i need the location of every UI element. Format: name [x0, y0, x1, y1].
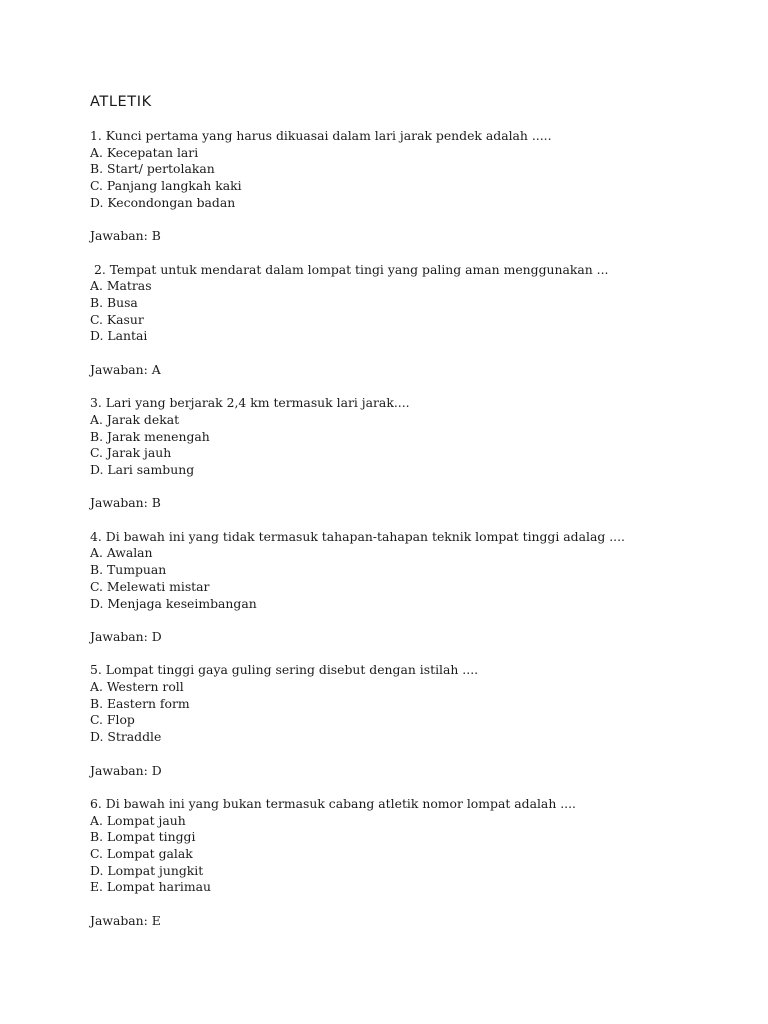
- option-b: B. Busa: [90, 295, 138, 310]
- option-e: E. Lompat harimau: [90, 879, 211, 895]
- option-c: C. Flop: [90, 712, 135, 728]
- option-d: D. Menjaga keseimbangan: [90, 595, 257, 611]
- option-c: C. Jarak jauh: [90, 445, 172, 461]
- question-item: [90, 796, 730, 930]
- option-d: D. Lompat jungkit: [90, 862, 204, 878]
- question-item: [90, 262, 730, 379]
- option-b: B. Lompat tinggi: [90, 829, 196, 845]
- document-title: ATLETIK: [90, 94, 152, 110]
- question-text: 6. Di bawah ini yang bukan termasuk cabang atletik nomor lompat adalah ....: [90, 795, 576, 811]
- option-c: C. Kasur: [90, 311, 144, 327]
- option-a: A. Kecepatan lari: [90, 144, 199, 160]
- answer-text: Jawaban: D: [90, 762, 162, 778]
- option-a: A. Matras: [90, 278, 152, 294]
- option-a: A. Jarak dekat: [90, 411, 180, 427]
- option-a: A. Lompat jauh: [90, 812, 186, 828]
- option-d: D. Lari sambung: [90, 462, 195, 477]
- answer-text: Jawaban: B: [90, 495, 161, 511]
- answer-text: Jawaban: E: [90, 912, 161, 928]
- option-a: A. Awalan: [90, 545, 153, 561]
- option-d: D. Straddle: [90, 729, 162, 745]
- option-b: B. Start/ pertolakan: [90, 161, 215, 177]
- option-b: B. Eastern form: [90, 695, 190, 711]
- question-list: [90, 128, 730, 946]
- option-b: B. Jarak menengah: [90, 428, 210, 444]
- question-text: 5. Lompat tinggi gaya guling sering disebut dengan istilah ....: [90, 662, 479, 678]
- answer-text: Jawaban: B: [90, 228, 161, 244]
- option-c: C. Lompat galak: [90, 846, 193, 862]
- option-c: C. Panjang langkah kaki: [90, 178, 242, 194]
- option-b: B. Tumpuan: [90, 562, 167, 578]
- option-c: C. Melewati mistar: [90, 578, 210, 594]
- question-text: 3. Lari yang berjarak 2,4 km termasuk lari jarak....: [90, 395, 410, 411]
- option-d: D. Kecondongan badan: [90, 194, 236, 210]
- question-text: 4. Di bawah ini yang tidak termasuk tahapan-tahapan teknik lompat tinggi adalag ....: [90, 528, 625, 544]
- question-item: [90, 662, 730, 779]
- question-text: 2. Tempat untuk mendarat dalam lompat tingi yang paling aman menggunakan ...: [90, 261, 609, 277]
- question-item: [90, 128, 730, 245]
- option-d: D. Lantai: [90, 328, 148, 344]
- answer-text: Jawaban: D: [90, 628, 162, 644]
- option-a: A. Western roll: [90, 679, 184, 695]
- answer-text: Jawaban: A: [90, 361, 161, 377]
- question-item: [90, 529, 730, 646]
- question-text: 1. Kunci pertama yang harus dikuasai dalam lari jarak pendek adalah .....: [90, 128, 552, 143]
- question-item: [90, 395, 730, 512]
